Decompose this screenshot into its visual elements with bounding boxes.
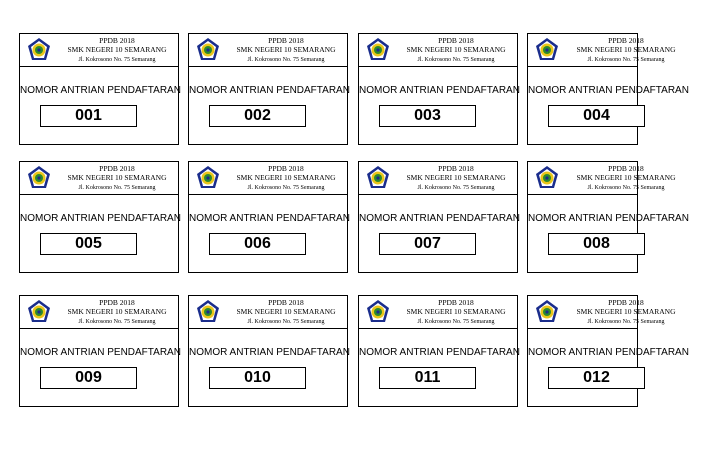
card-header-text xyxy=(564,36,688,65)
queue-label: NOMOR ANTRIAN PENDAFTARAN xyxy=(359,85,520,96)
queue-card xyxy=(19,161,179,273)
ppdb-title: PPDB 2018 xyxy=(99,36,135,45)
queue-label: NOMOR ANTRIAN PENDAFTARAN xyxy=(189,85,350,96)
school-address: Jl. Kokrosono No. 75 Semarang xyxy=(78,319,156,325)
card-header xyxy=(20,162,178,195)
school-emblem-icon xyxy=(365,299,391,325)
school-emblem-icon xyxy=(534,165,560,191)
school-name: SMK NEGERI 10 SEMARANG xyxy=(67,307,167,316)
queue-card xyxy=(19,295,179,407)
card-header-text xyxy=(56,36,178,65)
queue-label: NOMOR ANTRIAN PENDAFTARAN xyxy=(20,213,181,224)
school-emblem-icon xyxy=(365,165,391,191)
school-name: SMK NEGERI 10 SEMARANG xyxy=(67,45,167,54)
ppdb-title: PPDB 2018 xyxy=(99,164,135,173)
school-emblem-icon xyxy=(26,299,52,325)
card-header-text xyxy=(56,298,178,327)
queue-label: NOMOR ANTRIAN PENDAFTARAN xyxy=(528,347,689,358)
ppdb-title: PPDB 2018 xyxy=(99,298,135,307)
school-address: Jl. Kokrosono No. 75 Semarang xyxy=(587,57,665,63)
queue-number: 010 xyxy=(209,367,306,389)
ppdb-title: PPDB 2018 xyxy=(438,298,474,307)
school-name: SMK NEGERI 10 SEMARANG xyxy=(576,307,676,316)
queue-number: 006 xyxy=(209,233,306,255)
card-header-text xyxy=(395,36,517,65)
queue-label: NOMOR ANTRIAN PENDAFTARAN xyxy=(189,347,350,358)
school-name: SMK NEGERI 10 SEMARANG xyxy=(236,173,336,182)
school-address: Jl. Kokrosono No. 75 Semarang xyxy=(78,57,156,63)
card-header-text xyxy=(225,36,347,65)
queue-number: 007 xyxy=(379,233,476,255)
card-header-text xyxy=(395,164,517,193)
queue-card xyxy=(19,33,179,145)
queue-card xyxy=(527,161,689,273)
queue-number: 011 xyxy=(379,367,476,389)
ppdb-title: PPDB 2018 xyxy=(608,36,644,45)
school-name: SMK NEGERI 10 SEMARANG xyxy=(406,45,506,54)
ppdb-title: PPDB 2018 xyxy=(608,164,644,173)
queue-label: NOMOR ANTRIAN PENDAFTARAN xyxy=(528,213,689,224)
card-header-text xyxy=(564,298,688,327)
ppdb-title: PPDB 2018 xyxy=(438,36,474,45)
school-address: Jl. Kokrosono No. 75 Semarang xyxy=(78,185,156,191)
card-header xyxy=(20,34,178,67)
card-header xyxy=(528,34,676,67)
queue-number: 003 xyxy=(379,105,476,127)
card-header-text xyxy=(395,298,517,327)
ppdb-title: PPDB 2018 xyxy=(268,298,304,307)
ppdb-title: PPDB 2018 xyxy=(268,164,304,173)
queue-number: 005 xyxy=(40,233,137,255)
card-header xyxy=(359,34,517,67)
queue-number: 008 xyxy=(548,233,645,255)
queue-label: NOMOR ANTRIAN PENDAFTARAN xyxy=(20,85,181,96)
card-header xyxy=(359,296,517,329)
card-header-text xyxy=(225,298,347,327)
queue-card xyxy=(527,295,689,407)
queue-label: NOMOR ANTRIAN PENDAFTARAN xyxy=(359,213,520,224)
card-header xyxy=(359,162,517,195)
card-header xyxy=(189,296,347,329)
school-emblem-icon xyxy=(26,37,52,63)
school-name: SMK NEGERI 10 SEMARANG xyxy=(406,307,506,316)
school-emblem-icon xyxy=(195,165,221,191)
queue-card xyxy=(188,33,348,145)
card-header xyxy=(189,162,347,195)
school-address: Jl. Kokrosono No. 75 Semarang xyxy=(247,319,325,325)
queue-card xyxy=(188,295,348,407)
school-name: SMK NEGERI 10 SEMARANG xyxy=(236,307,336,316)
school-name: SMK NEGERI 10 SEMARANG xyxy=(576,173,676,182)
queue-card xyxy=(527,33,689,145)
queue-number: 009 xyxy=(40,367,137,389)
queue-card xyxy=(358,295,518,407)
school-address: Jl. Kokrosono No. 75 Semarang xyxy=(247,185,325,191)
school-name: SMK NEGERI 10 SEMARANG xyxy=(67,173,167,182)
school-emblem-icon xyxy=(195,299,221,325)
school-name: SMK NEGERI 10 SEMARANG xyxy=(576,45,676,54)
queue-card xyxy=(188,161,348,273)
queue-label: NOMOR ANTRIAN PENDAFTARAN xyxy=(20,347,181,358)
card-header xyxy=(189,34,347,67)
school-address: Jl. Kokrosono No. 75 Semarang xyxy=(417,185,495,191)
school-address: Jl. Kokrosono No. 75 Semarang xyxy=(417,319,495,325)
school-emblem-icon xyxy=(26,165,52,191)
queue-number: 004 xyxy=(548,105,645,127)
school-address: Jl. Kokrosono No. 75 Semarang xyxy=(417,57,495,63)
school-emblem-icon xyxy=(195,37,221,63)
queue-label: NOMOR ANTRIAN PENDAFTARAN xyxy=(528,85,689,96)
queue-number: 002 xyxy=(209,105,306,127)
queue-card xyxy=(358,33,518,145)
queue-label: NOMOR ANTRIAN PENDAFTARAN xyxy=(359,347,520,358)
card-header xyxy=(528,296,676,329)
queue-label: NOMOR ANTRIAN PENDAFTARAN xyxy=(189,213,350,224)
school-name: SMK NEGERI 10 SEMARANG xyxy=(406,173,506,182)
school-emblem-icon xyxy=(365,37,391,63)
school-emblem-icon xyxy=(534,37,560,63)
card-header-text xyxy=(225,164,347,193)
school-emblem-icon xyxy=(534,299,560,325)
ppdb-title: PPDB 2018 xyxy=(438,164,474,173)
queue-number: 012 xyxy=(548,367,645,389)
school-address: Jl. Kokrosono No. 75 Semarang xyxy=(587,185,665,191)
school-name: SMK NEGERI 10 SEMARANG xyxy=(236,45,336,54)
card-header xyxy=(20,296,178,329)
school-address: Jl. Kokrosono No. 75 Semarang xyxy=(587,319,665,325)
ppdb-title: PPDB 2018 xyxy=(608,298,644,307)
queue-card xyxy=(358,161,518,273)
ppdb-title: PPDB 2018 xyxy=(268,36,304,45)
card-header-text xyxy=(56,164,178,193)
queue-number: 001 xyxy=(40,105,137,127)
card-header xyxy=(528,162,676,195)
card-header-text xyxy=(564,164,688,193)
school-address: Jl. Kokrosono No. 75 Semarang xyxy=(247,57,325,63)
